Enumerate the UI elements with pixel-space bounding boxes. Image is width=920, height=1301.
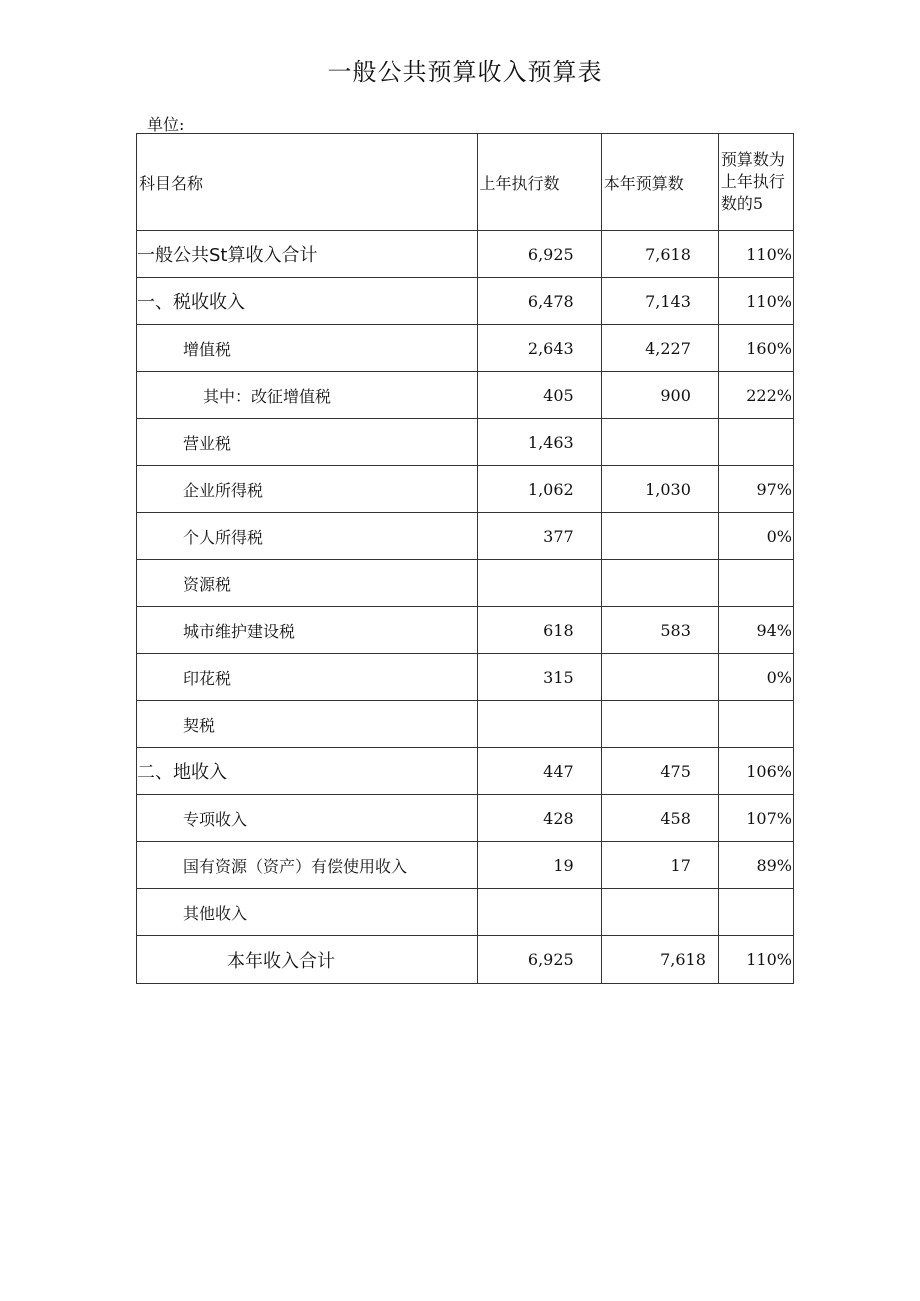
table-row xyxy=(137,654,794,701)
row-item-name: 国有资源（资产）有偿使用收入 xyxy=(137,842,478,889)
row-current-budget-value: 458 xyxy=(601,795,718,842)
row-prev-year-value: 428 xyxy=(477,795,601,842)
table-row xyxy=(137,231,794,278)
row-ratio-value: 0% xyxy=(718,654,793,701)
table-total-row xyxy=(137,936,794,984)
row-item-name: 营业税 xyxy=(137,419,478,466)
row-item-name: 印花税 xyxy=(137,654,478,701)
row-prev-year-value: 315 xyxy=(477,654,601,701)
row-ratio-value: 106% xyxy=(718,748,793,795)
row-prev-year-value xyxy=(477,701,601,748)
row-current-budget-value: 17 xyxy=(601,842,718,889)
table-row xyxy=(137,748,794,795)
row-current-budget-value: 583 xyxy=(601,607,718,654)
row-item-name: 资源税 xyxy=(137,560,478,607)
row-current-budget-value: 1,030 xyxy=(601,466,718,513)
row-prev-year-value: 405 xyxy=(477,372,601,419)
row-current-budget-value xyxy=(601,889,718,936)
row-ratio-value: 107% xyxy=(718,795,793,842)
row-prev-year-value: 377 xyxy=(477,513,601,560)
row-prev-year-value: 19 xyxy=(477,842,601,889)
table-row xyxy=(137,889,794,936)
header-item-name-label: 科目名称 xyxy=(139,173,204,193)
row-item-name: 城市维护建设税 xyxy=(137,607,478,654)
row-current-budget-value: 4,227 xyxy=(601,325,718,372)
row-item-name: 专项收入 xyxy=(137,795,478,842)
header-prev-year-label: 上年执行数 xyxy=(479,173,560,193)
row-ratio-value: 94% xyxy=(718,607,793,654)
table-row xyxy=(137,325,794,372)
row-ratio-value: 110% xyxy=(718,278,793,325)
row-ratio-value: 97% xyxy=(718,466,793,513)
row-item-name: 其中：改征增值税 xyxy=(137,372,478,419)
budget-table xyxy=(136,133,794,984)
row-current-budget-value: 475 xyxy=(601,748,718,795)
row-item-name: 其他收入 xyxy=(137,889,478,936)
row-ratio-value xyxy=(718,889,793,936)
header-current-budget xyxy=(601,134,718,231)
row-item-name: 契税 xyxy=(137,701,478,748)
row-prev-year-value: 2,643 xyxy=(477,325,601,372)
row-current-budget-value: 7,143 xyxy=(601,278,718,325)
document-title: 一般公共预算收入预算表 xyxy=(327,58,603,86)
row-current-budget-value xyxy=(601,560,718,607)
row-current-budget-value: 7,618 xyxy=(601,231,718,278)
table-row xyxy=(137,560,794,607)
unit-label: 单位: xyxy=(147,115,185,134)
total-current-budget-value: 7,618 xyxy=(601,936,718,984)
table-row xyxy=(137,607,794,654)
row-ratio-value xyxy=(718,419,793,466)
row-prev-year-value: 1,463 xyxy=(477,419,601,466)
row-prev-year-value xyxy=(477,889,601,936)
row-ratio-value: 89% xyxy=(718,842,793,889)
table-row xyxy=(137,842,794,889)
total-item-name: 本年收入合计 xyxy=(137,936,478,984)
row-ratio-value: 160% xyxy=(718,325,793,372)
row-current-budget-value xyxy=(601,419,718,466)
row-item-name: 二、地收入 xyxy=(137,748,478,795)
row-prev-year-value xyxy=(477,560,601,607)
row-prev-year-value: 6,925 xyxy=(477,231,601,278)
row-prev-year-value: 618 xyxy=(477,607,601,654)
row-prev-year-value: 6,478 xyxy=(477,278,601,325)
row-current-budget-value xyxy=(601,513,718,560)
row-ratio-value: 0% xyxy=(718,513,793,560)
row-current-budget-value xyxy=(601,654,718,701)
table-row xyxy=(137,466,794,513)
row-prev-year-value: 1,062 xyxy=(477,466,601,513)
header-ratio: 预算数为上年执行数的5 xyxy=(718,134,793,231)
table-row xyxy=(137,419,794,466)
row-ratio-value xyxy=(718,560,793,607)
total-ratio-value: 110% xyxy=(718,936,793,984)
row-current-budget-value xyxy=(601,701,718,748)
row-ratio-value: 110% xyxy=(718,231,793,278)
row-item-name: 一般公共St算收入合计 xyxy=(137,231,478,278)
header-prev-year xyxy=(477,134,601,231)
row-prev-year-value: 447 xyxy=(477,748,601,795)
row-ratio-value: 222% xyxy=(718,372,793,419)
table-row xyxy=(137,372,794,419)
row-item-name: 一、税收收入 xyxy=(137,278,478,325)
table-row xyxy=(137,701,794,748)
row-item-name: 增值税 xyxy=(137,325,478,372)
table-header-row xyxy=(137,134,794,231)
table-row xyxy=(137,513,794,560)
row-item-name: 企业所得税 xyxy=(137,466,478,513)
header-current-budget-label: 本年预算数 xyxy=(603,173,684,193)
row-current-budget-value: 900 xyxy=(601,372,718,419)
header-item-name xyxy=(137,134,478,231)
table-row xyxy=(137,795,794,842)
total-prev-year-value: 6,925 xyxy=(477,936,601,984)
table-row xyxy=(137,278,794,325)
row-item-name: 个人所得税 xyxy=(137,513,478,560)
row-ratio-value xyxy=(718,701,793,748)
